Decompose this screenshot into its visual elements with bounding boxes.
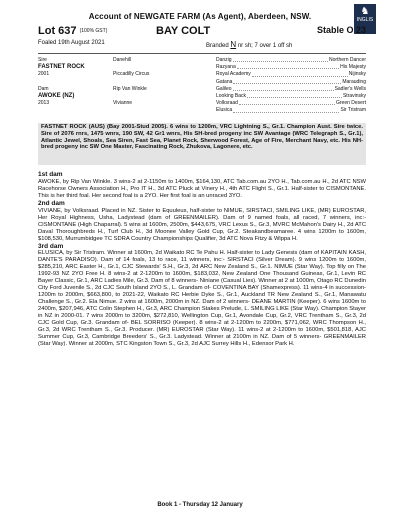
horse-type: BAY COLT — [156, 25, 211, 37]
brand-mark: N — [230, 40, 237, 49]
pedigree-parents — [38, 57, 112, 107]
third-dam-text: ELUSICA, by Sir Tristram. Winner at 1600m, 2d Waikato RC Te Pahu H. Half-sister to Lady Genesis (dam of KAPITAIN KASH, DANTE'S PARADISO). Dam of 14 foals, 13 to race, 11 winners, inc:- SIRSTACI (Silver Dream). 9 wins 1200m to 1600m, $285,210, ARC Easter H., Gr.1, CJC Stewards' S.H., Gr.3, 2d ARC New Zealand S., Gr.1. NIMUE (Star Way). Top filly on The 1992-93 NZ 2YO Free H. 8 wins-2 at 2-1200m to 1600m, $183,032, New Zealand One Thousand Guineas, Gr.1, Levin RC Bayer Classic, Gr.1, ARC Ladies Mile, Gr.3. Dam of 8 winners- Niniane (Casual Lies). Winner at 2 at 1000m, Otago RC Dunedin City Ford Juvenile S., 2d CJC South Island 2YO S., L. Grandam of- COVENTINA BAY (Shamexpress). 11 wins-4 in succession-1200m to 2000m, $663,800, to 2021-22, Waikato RC Herbie Dyke S., Gr.1, Auckland TR New Zealand S., Gr.1, Manawatu Challenge S., Gr.2. Ela Nimue. 2 wins at 1600m, 2000m in NZ. Dam of 2 winners- DEANE MARTIN (Keeper). 6 wins 1600m to 2400m, $207,946, ATC Colin Stephen H., Gr.3, ARC Champion Stakes Prelude, L. SMILING LIKE (Star Way). Champion Stayer in NZ in 2000-01. 7 wins 2000m to 3200m, $272,810, Wellington Cup, Gr.1, Avondale Cup, Gr.2, VRC Trentham S., Gr.3, 2d CJC Gold Cup, Gr.3. Grandam of- BEL SORRISO (Keeper). 8 wins-2 at 2-1200m to 2200m, $771,062, WRC Thompson H., Gr.3, 2d WRC Trentham S., Gr.3. Producer. (MR) EUROSTAR (Star Way). 11 wins-2 at 2-1200m to 1600m, $501,818, AJC Summer Cup, Gr.3, Cambridge Breeders' S., Gr.3. Ladystead. Winner at 2100m in NZ. Dam of 5 winners- GREENMAILER (Star Way). Winner at 2000m, STC Kingston Town S., Gr.3, 2d AJC Surrey Hills H., Edensor Park H. — [38, 250, 366, 347]
pedigree-grandparents — [113, 57, 203, 107]
dam-family — [38, 171, 366, 348]
ped-name: Danzig — [216, 57, 232, 63]
ped-sire: Marauding — [342, 78, 366, 85]
page-footer: Book 1 - Thursday 12 January — [157, 502, 243, 508]
sire-year: 2001 — [38, 71, 50, 78]
ped-sire: Northern Dancer — [329, 57, 366, 63]
ped-sire: Sir Tristram — [340, 107, 366, 114]
ped-row — [216, 93, 366, 100]
ped-row — [216, 100, 366, 107]
ped-name: Volksraad — [216, 100, 238, 107]
brand-description: nr sh; 7 over 1 off sh — [237, 43, 293, 49]
lot-label: Lot 637 — [38, 25, 77, 37]
grandsire-sire: Danehill — [113, 57, 132, 63]
horse-icon: ♞ — [360, 6, 370, 17]
ped-row — [216, 57, 366, 64]
first-dam-text: AWOKE, by Rip Van Winkle. 3 wins-2 at 2-1150m to 1400m, $164,130, ATC Tab.com.au 2YO H., Tab.com.au H., 2d ATC NSW Racehorse Owners Association H., Pro IT H., 3d ATC Pluck at Vinery H., 4th ATC Flight S., Gr.1. Half-sister to CISMONTANE. This is her third foal. Her second foal is a 2YO. Her first foal is an unraced 3YO. — [38, 178, 366, 199]
granddam-sire: Piccadilly Circus — [113, 71, 150, 78]
ped-name: Royal Academy — [216, 71, 251, 78]
foaled-date: Foaled 19th August 2021 — [38, 40, 105, 46]
ped-name: Gatana — [216, 78, 233, 85]
ped-row — [216, 64, 366, 71]
grandsire-dam: Rip Van Winkle — [113, 85, 147, 92]
first-dam-heading: 1st dam — [38, 171, 63, 178]
ped-name: Galileo — [216, 85, 232, 92]
ped-sire: Nijinsky — [348, 71, 366, 78]
lot-header — [38, 25, 366, 37]
ped-name: Elusica — [216, 107, 233, 114]
ped-row — [216, 79, 366, 86]
ped-sire: Stravinsky — [342, 93, 366, 100]
second-dam-text: VIVIANE, by Volksraad. Placed in NZ. Sister to Equuleus, half-sister to NIMUE, SIRSTACI, SMILING LIKE, (MR) EUROSTAR, Her Royal Highness, Usha, Ladystead (dam of GREENMAILER). Dam of 9 named foals, all raced, 7 winners, inc:- CISMONTANE (High Chaparral). 5 wins at 1600m, 2500m, $443,675, VRC Lexus S., Gr.3, MVRC McMahon's Dairy H., 2d ATC Daval Thoroughbreds H., Turf Club H., 3d Moonee Valley Gold Cup, Gr.2. Steakandbeamaree. 4 wins 1200m to 1600m, $108,530, Murrumbidgee TC SDRA Country Championships Qualifier, 3d ATC Nova Fitzy & Wippa H. — [38, 207, 366, 242]
logo-text: INGLIS — [356, 17, 374, 23]
granddam-dam: Vivianne — [113, 100, 133, 107]
pedigree-great-grandparents — [216, 57, 366, 115]
vendor-account: Account of NEWGATE FARM (As Agent), Aberdeen, NSW. — [88, 12, 312, 21]
sire-label: Sire — [38, 57, 47, 63]
ped-sire: His Majesty — [340, 64, 366, 71]
ped-name: Looking Back — [216, 93, 247, 100]
ped-row — [216, 71, 366, 78]
sire-name: FASTNET ROCK — [38, 64, 85, 71]
sire-summary-box: FASTNET ROCK (AUS) (Bay 2001-Stud 2005). 6 wins to 1200m, VRC Lightning S., Gr.1. Champion Aust. Sire twice. Sire of 2076 rnrs, 1475 wnrs, 190 SW, 42 Gr1 wnrs, His SH-bred progeny inc SW Avantage (WRC Telegraph S., Gr.1), Atlantic Jewel, Shoals, Sea Siren, Fast Sea, Planet Rock, Sherwood Forest, Age of Fire, Merchant Navy, etc. His NH-bred progeny inc SW One Master, Fascinating Rock, Zhukova, Lagonere, etc. — [38, 123, 366, 165]
foaled-row — [38, 40, 366, 49]
brand-info — [206, 40, 292, 49]
dam-year: 2013 — [38, 100, 50, 107]
lot-number — [38, 25, 107, 37]
stable-location: Stable O 23 — [316, 25, 366, 35]
second-dam-heading: 2nd dam — [38, 199, 65, 207]
gst-note: (100% GST) — [79, 28, 108, 35]
dam-name: AWOKE (NZ) — [38, 93, 75, 100]
branded-label: Branded — [206, 43, 229, 49]
ped-row — [216, 86, 366, 93]
ped-sire: Green Desert — [335, 100, 366, 107]
divider — [38, 53, 366, 54]
third-dam-heading: 3rd dam — [38, 242, 64, 250]
ped-name: Razyana — [216, 64, 236, 71]
ped-sire: Sadler's Wells — [334, 85, 366, 92]
pedigree-table — [38, 57, 366, 123]
ped-row — [216, 107, 366, 114]
dam-label: Dam — [38, 85, 49, 92]
